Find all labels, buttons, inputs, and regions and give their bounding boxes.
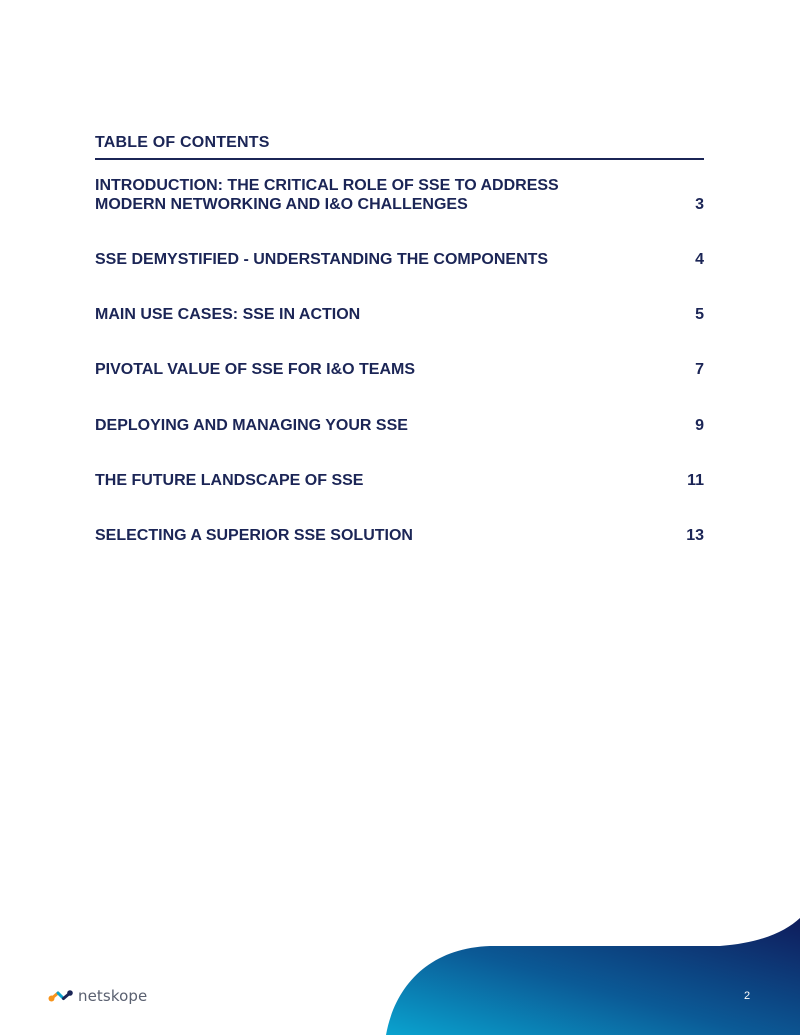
footer-gradient-shape: [0, 900, 800, 1035]
toc-entry-introduction[interactable]: [95, 176, 704, 214]
toc-entry-page: 11: [687, 472, 704, 489]
toc-entry-page: 3: [695, 196, 704, 213]
toc-entry-label: SELECTING A SUPERIOR SSE SOLUTION: [95, 527, 413, 544]
toc-entry-label-line2: MODERN NETWORKING AND I&O CHALLENGES: [95, 196, 468, 213]
toc-entry-label: SSE DEMYSTIFIED - UNDERSTANDING THE COMPONENTS: [95, 251, 549, 268]
page-number: 2: [744, 990, 751, 1002]
toc-entry-deploying[interactable]: [95, 416, 704, 435]
toc-entry-page: 7: [695, 361, 704, 378]
toc-entry-pivotal-value[interactable]: [95, 360, 704, 379]
toc-entry-main-use-cases[interactable]: [95, 305, 704, 324]
toc-divider: [95, 158, 704, 160]
toc-entry-page: 5: [695, 306, 704, 323]
toc-entry-label: DEPLOYING AND MANAGING YOUR SSE: [95, 417, 408, 434]
logo-text: netskope: [78, 987, 148, 1005]
netskope-logo: [48, 987, 147, 1005]
toc-entry-label: PIVOTAL VALUE OF SSE FOR I&O TEAMS: [95, 361, 416, 378]
toc-entry-future-landscape[interactable]: [95, 471, 704, 490]
toc-entry-selecting-solution[interactable]: [95, 526, 704, 545]
netskope-logo-icon: [48, 989, 74, 1003]
toc-entry-label: THE FUTURE LANDSCAPE OF SSE: [95, 472, 364, 489]
toc-entry-page: 9: [695, 417, 704, 434]
toc-entry-sse-demystified[interactable]: [95, 250, 704, 269]
toc-entry-label: [95, 176, 559, 214]
toc-entry-label-line1: INTRODUCTION: THE CRITICAL ROLE OF SSE TO ADDRESS: [95, 177, 559, 194]
toc-entry-page: 4: [695, 251, 704, 268]
toc-entry-label: MAIN USE CASES: SSE IN ACTION: [95, 306, 361, 323]
toc-entry-page: 13: [686, 527, 704, 544]
toc-title: TABLE OF CONTENTS: [95, 134, 270, 151]
